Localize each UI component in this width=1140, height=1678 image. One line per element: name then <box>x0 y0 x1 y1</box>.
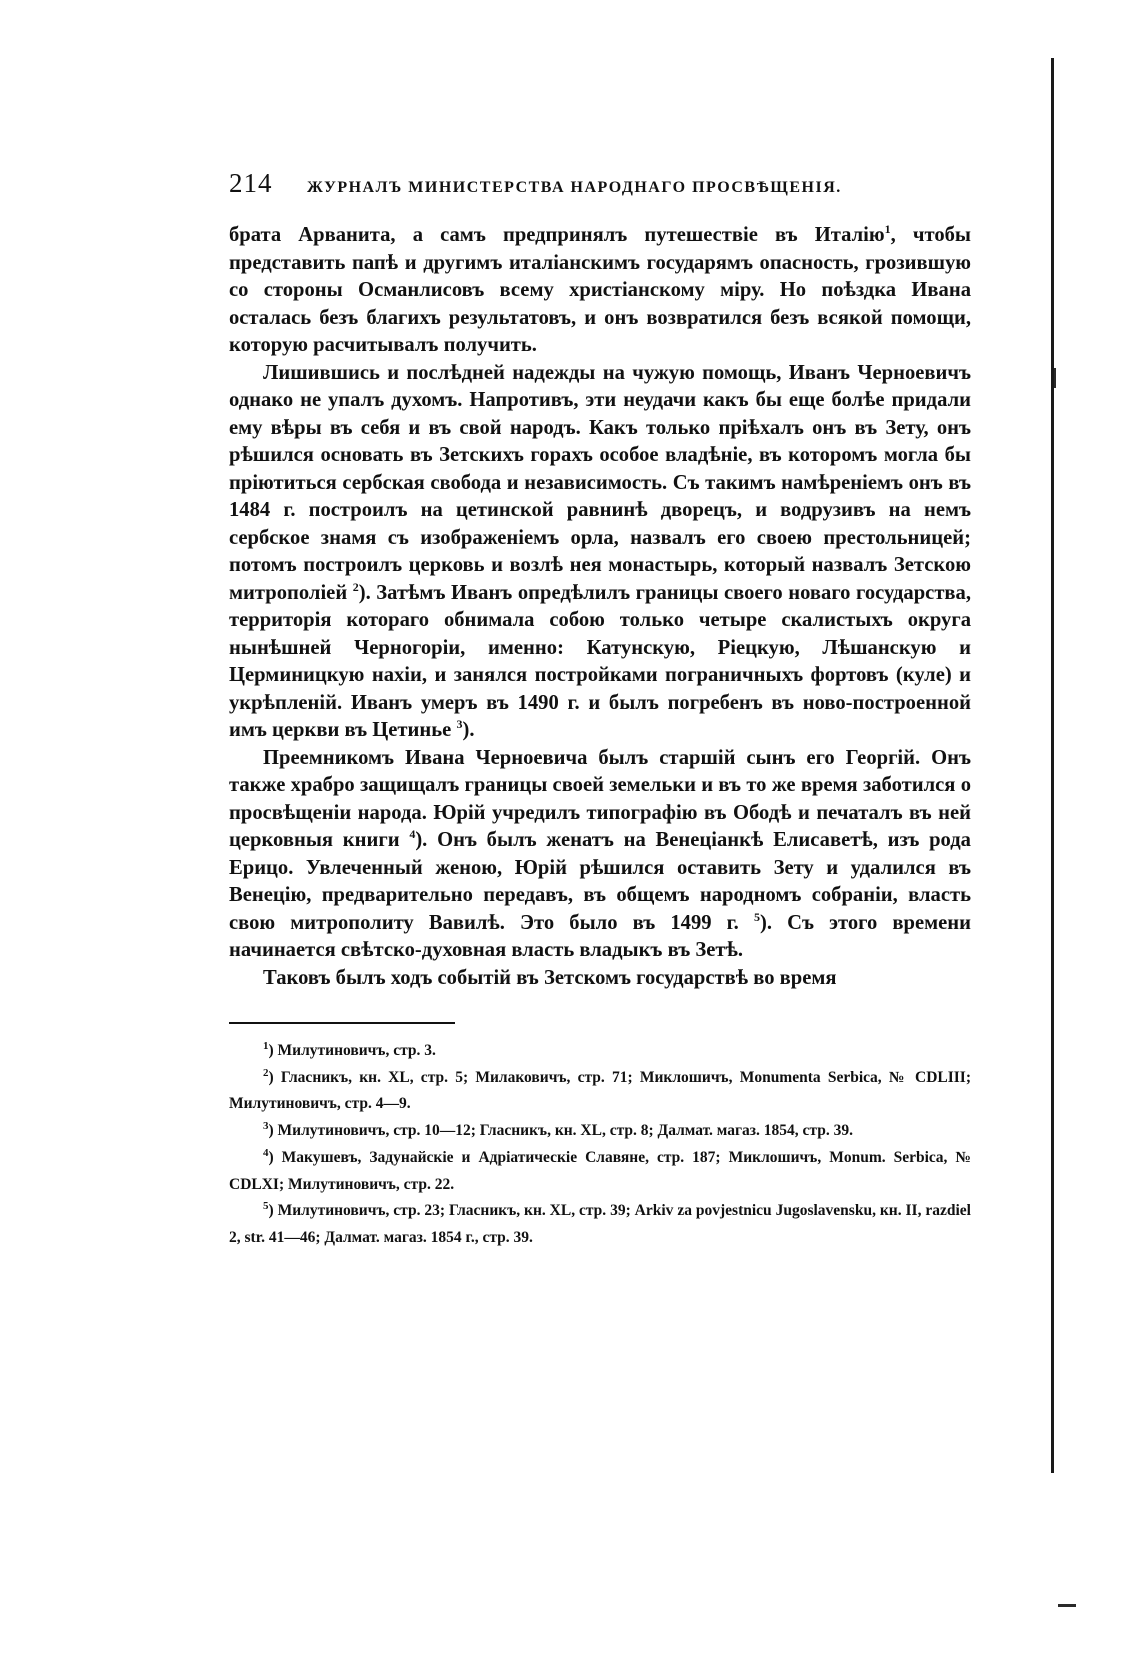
paragraph-text: ). Съ этого времени начинается свѣтско-духовная власть владыкъ въ Зетѣ. <box>229 911 971 961</box>
footnote-text: ) Милутиновичъ, стр. 10—12; Гласникъ, кн. XL, стр. 8; Далмат. магаз. 1854, стр. 39. <box>268 1122 853 1140</box>
footnote-ref: 3 <box>456 717 463 731</box>
paragraph-4 <box>229 965 971 993</box>
footnote-text: ) Милутиновичъ, стр. 23; Гласникъ, кн. XL, стр. 39; Arkiv za povjestnicu Jugoslavensku, кн. II, razdiel 2, str. 41—46; Далмат. магаз. 1854 г., стр. 39. <box>229 1202 971 1246</box>
paragraph-2 <box>229 360 971 745</box>
paragraph-1 <box>229 222 971 360</box>
footnote-ref: 2 <box>352 579 359 594</box>
footnote-number: 2 <box>263 1066 269 1079</box>
paragraph-text: брата Арванита, а самъ предпринялъ путешествіе въ Италію <box>229 224 885 246</box>
footnote-ref: 5 <box>753 909 760 924</box>
footnote-number: 3 <box>263 1120 269 1133</box>
running-head <box>229 168 971 208</box>
paragraph-text: , чтобы представить папѣ и другимъ италіанскимъ государямъ опасность, грозившую со стороны Османлисовъ всему христіанскому міру. Но поѣздка Ивана осталась безъ благихъ результатовъ, и онъ возвратился безъ всякой помощи, которую расчитывалъ получить. <box>229 224 971 356</box>
footnote-1 <box>229 1038 971 1065</box>
footnote-ref: 1 <box>884 222 891 236</box>
footnote-5 <box>229 1198 971 1251</box>
scan-page-edge <box>1051 58 1054 1473</box>
journal-title: ЖУРНАЛЪ МИНИСТЕРСТВА НАРОДНАГО ПРОСВѢЩЕНІЯ. <box>307 179 842 196</box>
footnote-number: 4 <box>263 1146 269 1159</box>
footnote-number: 1 <box>263 1040 269 1052</box>
footnote-text: ) Макушевъ, Задунайскіе и Адріатическіе Славяне, стр. 187; Миклошичъ, Monum. Serbica, № CDLXI; Милутиновичъ, стр. 22. <box>229 1148 971 1193</box>
body-text <box>229 222 971 992</box>
footnote-2 <box>229 1065 971 1118</box>
paragraph-text: Лишившись и послѣдней надежды на чужую помощь, Иванъ Черноевичъ однако не упалъ духомъ. Напротивъ, эти неудачи какъ бы еще болѣе придали ему вѣры въ себя и въ свой народъ. Какъ только пріѣхалъ онъ въ Зету, онъ рѣшился основать въ Зетскихъ горахъ особое владѣніе, въ которомъ могла бы пріютиться сербская свобода и независимость. Съ такимъ намѣреніемъ онъ въ 1484 г. построилъ на цетинской равнинѣ дворецъ, и водрузивъ на немъ сербское знамя съ изображеніемъ орла, назвалъ его своею престольницей; потомъ построилъ церковь и возлѣ нея монастырь, который назвалъ Зетскою митрополіей <box>229 361 971 604</box>
scan-corner-mark <box>1058 1604 1076 1607</box>
footnote-text: ) Милутиновичъ, стр. 3. <box>268 1042 436 1059</box>
scan-edge-mark <box>1054 368 1056 388</box>
footnotes <box>229 1038 971 1252</box>
paragraph-text: ). Онъ былъ женатъ на Венеціанкѣ Елисаветѣ, изъ рода Ерицо. Увлеченный женою, Юрій рѣшился оставить Зету и удалился въ Венецію, предварительно передавъ, въ общемъ народномъ собраніи, власть свою митрополиту Вавилѣ. Это было въ 1499 г. <box>229 829 971 934</box>
footnote-rule <box>229 1022 455 1024</box>
book-page <box>229 168 971 1252</box>
page-number: 214 <box>229 168 273 198</box>
footnote-number: 5 <box>263 1200 269 1213</box>
footnote-text: ) Гласникъ, кн. XL, стр. 5; Милаковичъ, стр. 71; Миклошичъ, Monumenta Serbica, № CDLIII; Милутиновичъ, стр. 4—9. <box>229 1068 971 1113</box>
paragraph-text: Преемникомъ Ивана Черноевича былъ старшій сынъ его Георгій. Онъ также храбро защищалъ границы своей земельки и въ то же время заботился о просвѣщеніи народа. Юрій учредилъ типографію въ Ободѣ и печаталъ въ ней церковныя книги <box>229 746 971 851</box>
footnote-ref: 4 <box>409 827 416 841</box>
paragraph-text: ). Затѣмъ Иванъ опредѣлилъ границы своего новаго государства, территорія котораго обнимала собою только четыре скалистыхъ округа нынѣшней Черногоріи, именно: Катунскую, Ріецкую, Лѣшанскую и Церминицкую нахіи, и занялся постройками пограничныхъ фортовъ (куле) и укрѣпленій. Иванъ умеръ въ 1490 г. и былъ погребенъ въ ново-построенной имъ церкви въ Цетинье <box>229 581 971 741</box>
footnote-4 <box>229 1145 971 1198</box>
footnote-3 <box>229 1118 971 1145</box>
paragraph-3 <box>229 745 971 965</box>
paragraph-text: Таковъ былъ ходъ событій въ Зетскомъ государствѣ во время <box>263 966 837 989</box>
paragraph-text: ). <box>462 719 475 741</box>
